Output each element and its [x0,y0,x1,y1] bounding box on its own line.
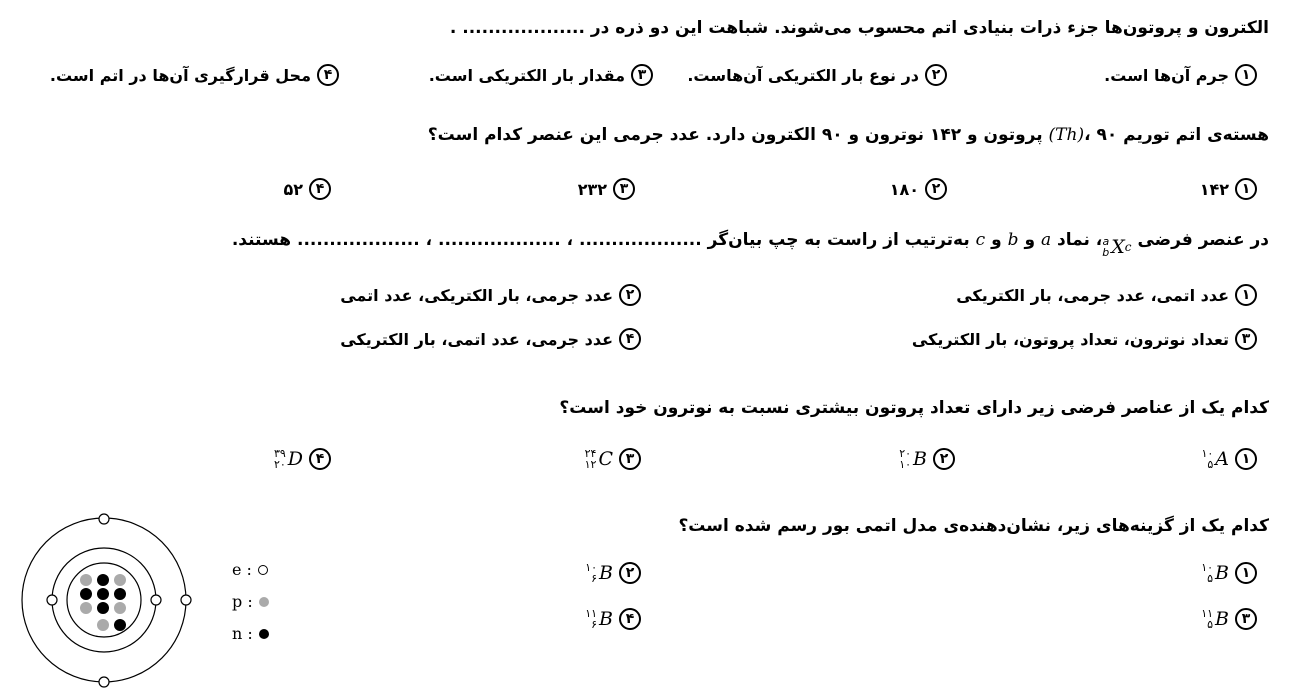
legend-label: n : [232,624,253,643]
electron [47,595,57,605]
q1-option-1[interactable] [1104,64,1257,86]
nuclide [1201,562,1229,584]
mass-number: ۳۹ [273,447,286,460]
and-1: و [1024,230,1036,250]
option-number: ۲ [925,64,947,86]
proton [97,619,109,631]
option-label: ۱۴۲ [1199,179,1229,199]
option-label: ۲۳۲ [577,179,607,199]
mass-number: ۲۴ [584,447,597,460]
nuclide-stack [585,562,597,584]
q2-text-b: ، ۹۰ پروتون و ۱۴۲ نوترون و ۹۰ الکترون دارد. عدد جرمی این عنصر کدام است؟ [427,125,1118,145]
atomic-number: ۲۰ [273,458,286,471]
notation-b: b [1102,246,1110,259]
q3-option-3[interactable] [912,328,1257,350]
nuclide-stack [274,448,286,470]
thorium-symbol: (Th) [1048,125,1085,145]
option-number: ۱ [1235,64,1257,86]
neutron [114,588,126,600]
question-1-text: الکترون و پروتون‌ها جزء ذرات بنیادی اتم محسوب می‌شوند. شباهت این دو ذره در ................... . [449,18,1269,38]
nuclide-stack [585,608,597,630]
neutron [114,619,126,631]
option-number: ۱ [1235,178,1257,200]
q1-option-2[interactable] [687,64,947,86]
legend-label: e : [232,560,252,579]
nuclide [585,562,613,584]
var-a: a [1040,230,1052,250]
bohr-model-diagram [2,512,202,692]
mass-number: ۲۰ [899,447,912,460]
option-number: ۴ [619,608,641,630]
option-number: ۱ [1235,562,1257,584]
electron-dot-icon [258,565,268,575]
option-label: جرم آن‌ها است. [1104,65,1229,85]
q4-option-3[interactable] [585,448,641,470]
proton [80,574,92,586]
q4-option-1[interactable] [1201,448,1257,470]
option-number: ۲ [619,284,641,306]
q2-text-a: هسته‌ی اتم توریم [1123,125,1269,145]
q3-text-b: ، نماد [1057,230,1103,250]
element-symbol: B [913,448,927,470]
electron [151,595,161,605]
q5-option-2[interactable] [585,562,641,584]
option-label: محل قرارگیری آن‌ها در اتم است. [49,65,311,85]
q3-option-4[interactable] [340,328,641,350]
q4-option-4[interactable] [274,448,331,470]
nuclide-stack [585,448,597,470]
q4-option-2[interactable] [899,448,955,470]
q5-option-3[interactable] [1201,608,1257,630]
legend-label: p : [232,592,253,611]
q3-text-c: به‌ترتیب از راست به چپ بیان‌گر ................... ، ................... ، ................... هستند. [231,230,970,250]
q2-option-1[interactable] [1200,178,1257,200]
nuclide [274,448,303,470]
option-number: ۲ [925,178,947,200]
atomic-number: ۵ [1207,572,1214,585]
nuclide [899,448,927,470]
q3-text-a: در عنصر فرضی [1137,230,1269,250]
option-label: ۱۸۰ [889,179,919,199]
electron [181,595,191,605]
option-number: ۳ [1235,608,1257,630]
option-number: ۳ [1235,328,1257,350]
element-symbol: A [1215,448,1229,470]
notation-c: c [1124,240,1132,254]
atomic-number: ۶ [591,618,598,631]
option-label: عدد جرمی، بار الکتریکی، عدد اتمی [340,285,613,305]
notation-x: X [1111,236,1125,258]
option-number: ۴ [619,328,641,350]
nuclide-stack [1201,562,1213,584]
proton [114,574,126,586]
option-number: ۱ [1235,448,1257,470]
q1-option-4[interactable] [50,64,339,86]
mass-number: ۱۰ [1201,561,1214,574]
option-label: ۵۲ [283,179,303,199]
neutron [97,574,109,586]
neutron [80,588,92,600]
electron [99,514,109,524]
proton-dot-icon [259,597,269,607]
element-symbol: B [1215,608,1229,630]
option-number: ۲ [933,448,955,470]
option-number: ۲ [619,562,641,584]
option-label: تعداد نوترون، تعداد پروتون، بار الکتریکی [911,329,1229,349]
var-b: b [1007,230,1019,250]
atomic-number: ۵ [1207,458,1214,471]
nuclide-stack [1201,448,1213,470]
atomic-number: ۱۲ [584,458,597,471]
q3-option-1[interactable] [956,284,1257,306]
atomic-number: ۱۰ [899,458,912,471]
element-symbol: B [599,608,613,630]
q3-option-2[interactable] [340,284,641,306]
option-number: ۴ [317,64,339,86]
question-4-text: کدام یک از عناصر فرضی زیر دارای تعداد پروتون بیشتری نسبت به نوترون خود است؟ [559,398,1269,418]
notation-stack [1102,236,1109,258]
legend-neutron [232,624,269,643]
atomic-number: ۵ [1207,618,1214,631]
q2-option-2[interactable] [890,178,947,200]
q5-option-4[interactable] [585,608,641,630]
notation-a: a [1102,235,1110,248]
nuclide [1201,448,1229,470]
nuclide [585,608,613,630]
question-2-text [428,125,1269,145]
var-c: c [975,230,986,250]
option-number: ۴ [309,448,331,470]
option-label: عدد جرمی، عدد اتمی، بار الکتریکی [340,329,613,349]
neutron-dot-icon [259,629,269,639]
question-3-text [232,230,1269,258]
mass-number: ۱۰ [1201,447,1214,460]
option-label: مقدار بار الکتریکی است. [428,65,625,85]
element-symbol: D [287,448,303,470]
option-number: ۳ [631,64,653,86]
legend-electron [232,560,268,579]
element-symbol: B [599,562,613,584]
and-2: و [991,230,1002,250]
q2-option-3[interactable] [578,178,635,200]
mass-number: ۱۱ [1201,607,1214,620]
option-number: ۱ [1235,284,1257,306]
legend-proton [232,592,269,611]
nuclide-stack [899,448,911,470]
question-5-text: کدام یک از گزینه‌های زیر، نشان‌دهنده‌ی مدل اتمی بور رسم شده است؟ [678,516,1269,536]
option-number: ۳ [613,178,635,200]
option-label: عدد اتمی، عدد جرمی، بار الکتریکی [956,285,1229,305]
mass-number: ۱۱ [585,607,598,620]
proton [80,602,92,614]
option-number: ۳ [619,448,641,470]
nuclide [585,448,613,470]
neutron [97,588,109,600]
atomic-number: ۶ [591,572,598,585]
element-symbol: B [1215,562,1229,584]
option-label: در نوع بار الکتریکی آن‌هاست. [687,65,919,85]
q5-option-1[interactable] [1201,562,1257,584]
q1-option-3[interactable] [429,64,653,86]
option-number: ۴ [309,178,331,200]
neutron [97,602,109,614]
element-notation [1102,236,1131,258]
mass-number: ۱۰ [585,561,598,574]
proton [114,602,126,614]
nuclide [1201,608,1229,630]
nuclide-stack [1201,608,1213,630]
element-symbol: C [598,448,613,470]
q2-option-4[interactable] [283,178,331,200]
